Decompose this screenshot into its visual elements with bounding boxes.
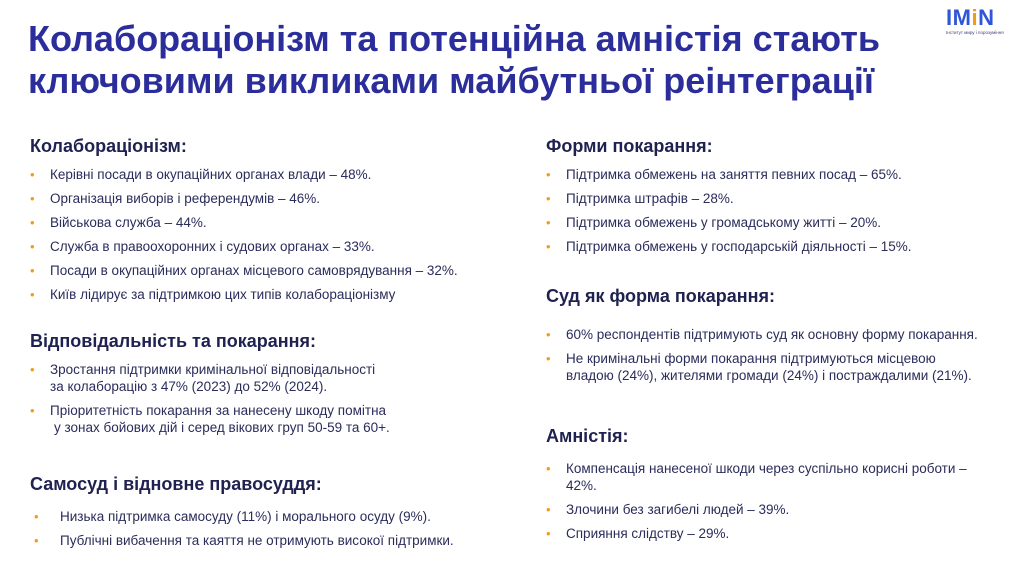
list-item <box>546 525 1016 542</box>
section-court <box>546 286 1016 391</box>
list-item: • Підтримка обмежень на заняття певних посад – 65%. <box>546 166 1016 183</box>
list-item: • Керівні посади в окупаційних органах влади – 48%. <box>30 166 510 183</box>
section-title: Амністія: <box>546 426 629 446</box>
list-item <box>30 402 510 436</box>
section-amnesty <box>546 426 1016 549</box>
list-item <box>546 350 1016 384</box>
list-item-line: Сприяння слідству – 29%. <box>566 526 730 541</box>
page-title: Колабораціонізм та потенційна амністія стають ключовими викликами майбутньої реінтеграції <box>28 18 880 101</box>
bullet-list <box>30 508 510 549</box>
list-item-line: Пріоритетність покарання за нанесену шкоду помітна <box>50 403 387 418</box>
bullet-list <box>30 361 510 436</box>
list-item: • Посади в окупаційних органах місцевого самоврядування – 32%. <box>30 262 510 279</box>
list-item-line: Злочини без загибелі людей – 39%. <box>566 502 790 517</box>
section-title: Самосуд і відновне правосуддя: <box>30 474 322 494</box>
section-title: Відповідальність та покарання: <box>30 331 317 351</box>
list-item-line: у зонах бойових дій і серед вікових груп 50-59 та 60+. <box>54 420 390 435</box>
logo-brand-part: IM <box>946 5 972 30</box>
logo-brand-dot: i <box>971 5 979 30</box>
logo-brand-end: N <box>978 5 995 30</box>
list-item <box>546 460 1016 494</box>
list-item <box>546 326 1016 343</box>
list-item: • Київ лідирує за підтримкою цих типів колабораціонізму <box>30 286 510 303</box>
section-title: Суд як форма покарання: <box>546 286 775 306</box>
list-item: • Підтримка обмежень у господарській діяльності – 15%. <box>546 238 1016 255</box>
list-item: • Служба в правоохоронних і судових органах – 33%. <box>30 238 510 255</box>
bullet-list <box>546 460 1016 542</box>
logo-subtitle: Інститут миру і порозуміння <box>946 30 1004 35</box>
list-item: • Публічні вибачення та каяття не отримують високої підтримки. <box>34 532 510 549</box>
list-item-line: владою (24%), жителями громади (24%) і постраждалими (21%). <box>566 368 972 383</box>
bullet-list <box>30 166 510 303</box>
list-item: • Військова служба – 44%. <box>30 214 510 231</box>
list-item-line: за колаборацію з 47% (2023) до 52% (2024). <box>50 379 328 394</box>
section-responsibility <box>30 331 510 443</box>
list-item: • Низька підтримка самосуду (11%) і морального осуду (9%). <box>34 508 510 525</box>
section-title: Колабораціонізм: <box>30 136 187 156</box>
list-item-line: 42%. <box>566 478 597 493</box>
list-item: • Організація виборів і референдумів – 46%. <box>30 190 510 207</box>
bullet-list <box>546 326 1016 384</box>
logo-brand <box>946 6 1010 30</box>
list-item-line: Зростання підтримки кримінальної відповідальності <box>50 362 376 377</box>
bullet-list <box>546 166 1016 255</box>
section-title: Форми покарання: <box>546 136 713 156</box>
section-punishment-forms <box>546 136 1016 262</box>
list-item-line: Не кримінальні форми покарання підтримуються місцевою <box>566 351 936 366</box>
list-item-line: 60% респондентів підтримують суд як основну форму покарання. <box>566 327 978 342</box>
list-item: • Підтримка обмежень у громадському житті – 20%. <box>546 214 1016 231</box>
list-item: • Підтримка штрафів – 28%. <box>546 190 1016 207</box>
list-item <box>546 501 1016 518</box>
list-item-line: Компенсація нанесеної шкоди через суспільно корисні роботи – <box>566 461 967 476</box>
imin-logo <box>946 6 1010 40</box>
section-collaboration <box>30 136 510 310</box>
section-lynching <box>30 474 510 556</box>
list-item <box>30 361 510 395</box>
